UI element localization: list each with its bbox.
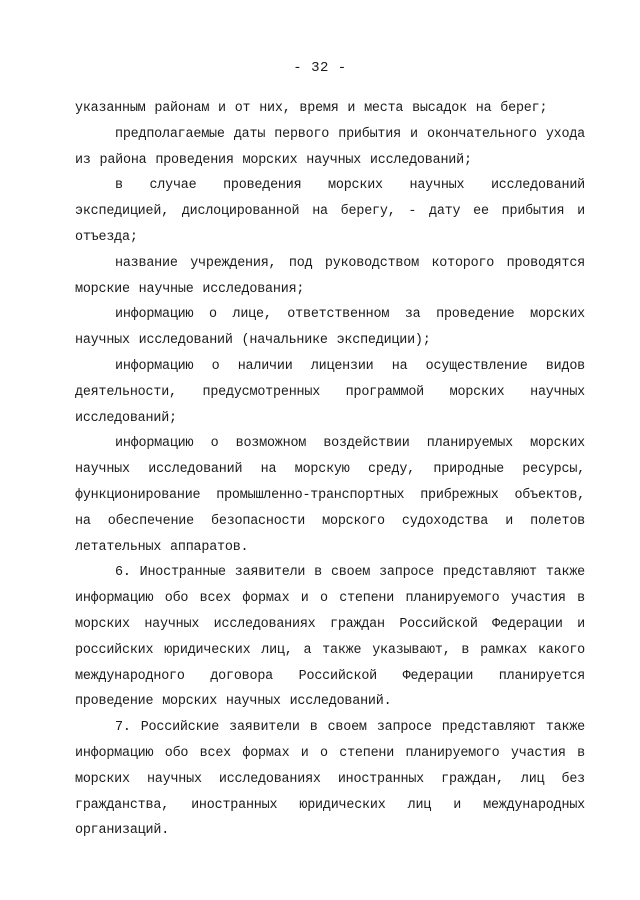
page-number: - 32 - (293, 60, 347, 76)
paragraph-8: 6. Иностранные заявители в своем запросе представляют также информацию обо всех формах и о степени планируемого участия в морских научных исследованиях граждан Российской Федерации и российских юридических лиц, а также указывают, в рамках какого международного договора Российской Федерации планируется проведение морских научных исследований. (75, 565, 585, 710)
paragraph-7: информацию о возможном воздействии планируемых морских научных исследований на морскую среду, природные ресурсы, функционирование промышленно-транспортных прибрежных объектов, на обеспечение безопасности морского судоходства и полетов летательных аппаратов. (75, 436, 585, 555)
paragraph-6: информацию о наличии лицензии на осуществление видов деятельности, предусмотренных программой морских научных исследований; (75, 358, 585, 426)
paragraph-2: предполагаемые даты первого прибытия и окончательного ухода из района проведения морских научных исследований; (75, 126, 585, 168)
paragraph-4: название учреждения, под руководством которого проводятся морские научные исследования; (75, 255, 585, 297)
paragraph-3: в случае проведения морских научных исследований экспедицией, дислоцированной на берегу, - дату ее прибытия и отъезда; (75, 178, 585, 245)
document-body (75, 96, 585, 844)
paragraph-9: 7. Российские заявители в своем запросе представляют также информацию обо всех формах и о степени планируемого участия в морских научных исследованиях иностранных граждан, лиц без гражданства, иностранных юридических лиц и международных организаций. (75, 720, 585, 839)
paragraph-1: указанным районам и от них, время и места высадок на берег; (75, 101, 548, 116)
paragraph-5: информацию о лице, ответственном за проведение морских научных исследований (начальнике экспедиции); (75, 307, 585, 349)
